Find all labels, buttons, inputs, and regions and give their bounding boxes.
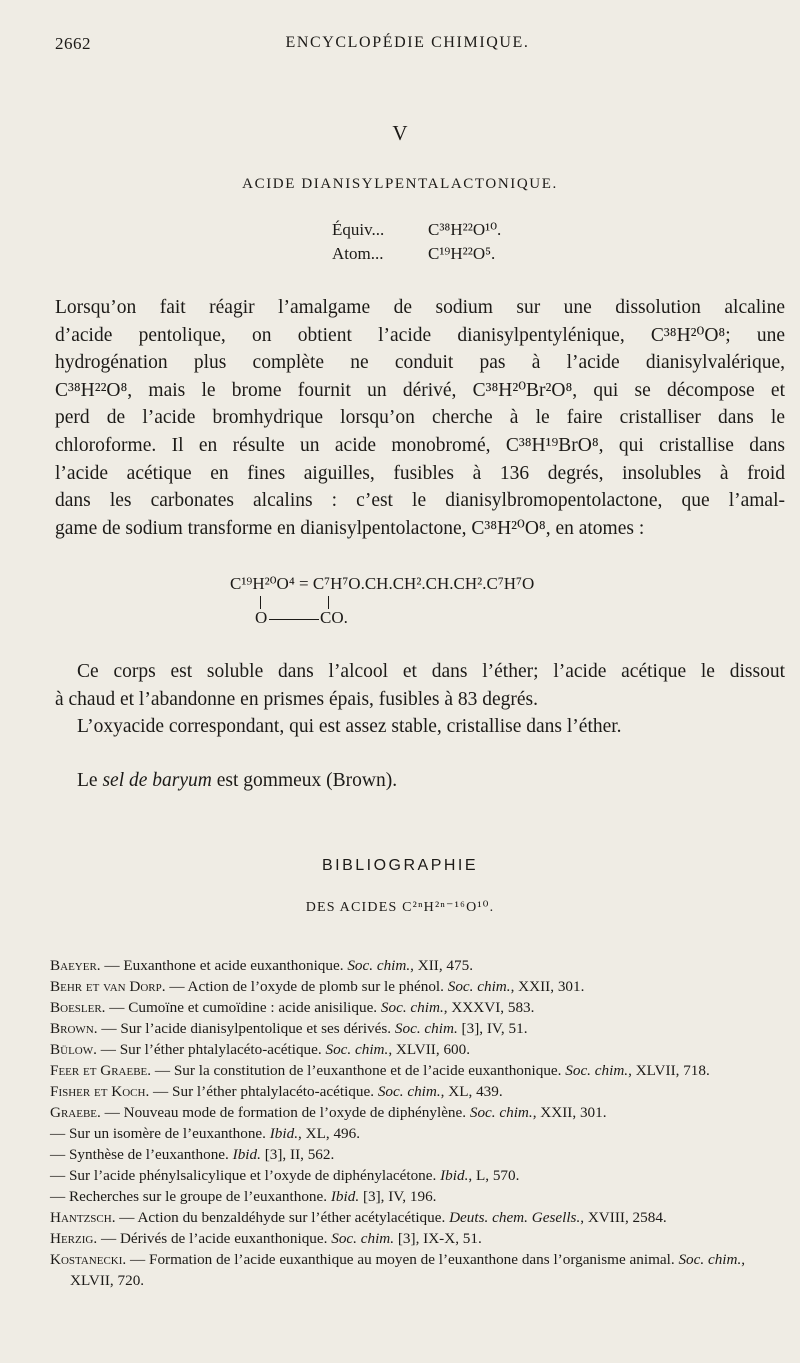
paragraph-3 bbox=[55, 767, 785, 795]
paragraph-line: à chaud et l’abandonne en prismes épais, fusibles à 83 degrés. bbox=[55, 688, 539, 710]
paragraph-line: dans les carbonates alcalins : c’est le dianisylbromopentolactone, que l’amal- bbox=[55, 490, 785, 512]
entry-author: Kostanecki. bbox=[50, 1251, 127, 1268]
entry-author: Feer et Graebe. bbox=[50, 1062, 152, 1079]
bibliography-entry bbox=[50, 1249, 790, 1291]
entry-author: Behr et van Dorp. bbox=[50, 978, 166, 995]
entry-text: — Sur un isomère de l’euxanthone. bbox=[50, 1125, 270, 1142]
bibliography-entry bbox=[50, 1039, 790, 1060]
bibliography-entry bbox=[50, 997, 790, 1018]
entry-journal: Soc. chim. bbox=[325, 1041, 389, 1058]
paragraph-line: L’oxyacide correspondant, qui est assez stable, cristallise dans l’éther. bbox=[77, 716, 622, 738]
entry-journal: Soc. chim. bbox=[331, 1230, 395, 1247]
paragraph-line: Lorsqu’on fait réagir l’amalgame de sodium sur une dissolution alcaline bbox=[55, 297, 785, 318]
bibliography-entry bbox=[50, 1102, 790, 1123]
entry-text: — Recherches sur le groupe de l’euxanthone. bbox=[50, 1188, 331, 1205]
entry-reference: [3], IV, 51. bbox=[457, 1020, 528, 1037]
entry-text: — Sur l’acide phénylsalicylique et l’oxyde de diphénylacétone. bbox=[50, 1167, 441, 1184]
entry-text: — Action de l’oxyde de plomb sur le phénol. bbox=[165, 978, 448, 995]
entry-author: Bülow. bbox=[50, 1041, 97, 1058]
running-head: ENCYCLOPÉDIE CHIMIQUE. bbox=[285, 34, 530, 51]
italic-term: sel de baryum bbox=[102, 770, 212, 791]
entry-journal: Soc. chim. bbox=[380, 999, 444, 1016]
entry-journal: Soc. chim. bbox=[347, 957, 411, 974]
entry-reference: , XL, 439. bbox=[440, 1083, 503, 1100]
entry-journal: Soc. chim. bbox=[565, 1062, 629, 1079]
paragraph-line: game de sodium transforme en dianisylpentolactone, C³⁸H²⁰O⁸, en atomes : bbox=[55, 517, 645, 539]
bibliography-entry bbox=[50, 955, 790, 976]
entry-reference: , L, 570. bbox=[468, 1167, 520, 1184]
entry-reference: , XLVII, 720. bbox=[70, 1251, 746, 1289]
entry-journal: Ibid. bbox=[330, 1188, 360, 1205]
bibliography-entry bbox=[50, 1123, 790, 1144]
entry-journal: Ibid. bbox=[440, 1167, 469, 1184]
entry-journal: Deuts. chem. Gesells. bbox=[449, 1209, 581, 1226]
bibliography-subtitle: DES ACIDES C²ⁿH²ⁿ⁻¹⁶O¹⁰. bbox=[305, 900, 495, 915]
entry-author: Brown. bbox=[50, 1020, 98, 1037]
paragraph-1 bbox=[55, 294, 785, 542]
page-header bbox=[55, 34, 760, 58]
bibliography-entry bbox=[50, 1228, 790, 1249]
structural-equation: C¹⁹H²⁰O⁴ = C⁷H⁷O.CH.CH².CH.CH².C⁷H⁷O bbox=[230, 574, 535, 593]
entry-journal: Soc. chim. bbox=[678, 1251, 742, 1268]
bibliography-entry bbox=[50, 1207, 790, 1228]
ring-oxygen: O bbox=[255, 608, 268, 627]
section-number: V bbox=[392, 121, 408, 145]
equiv-row bbox=[332, 218, 501, 242]
entry-text: — Sur l’acide dianisylpentolique et ses dérivés. bbox=[97, 1020, 395, 1037]
paragraph-line: d’acide pentolique, on obtient l’acide dianisylpentylénique, C³⁸H²⁰O⁸; une bbox=[55, 324, 785, 346]
entry-journal: Ibid. bbox=[269, 1125, 299, 1142]
entry-text: — Sur l’éther phtalylacéto-acétique. bbox=[149, 1083, 378, 1100]
bibliography-entry bbox=[50, 976, 790, 997]
paragraph-line: C³⁸H²²O⁸, mais le brome fournit un dérivé, C³⁸H²⁰Br²O⁸, qui se décompose et bbox=[55, 379, 785, 401]
entry-text: — Nouveau mode de formation de l’oxyde de diphénylène. bbox=[100, 1104, 470, 1121]
ring-bond-horizontal bbox=[269, 619, 319, 620]
bibliography-entry bbox=[50, 1186, 790, 1207]
bibliography-entry bbox=[50, 1144, 790, 1165]
bibliography-entry bbox=[50, 1018, 790, 1039]
formula-block bbox=[332, 218, 501, 266]
entry-reference: , XXII, 301. bbox=[532, 1104, 607, 1121]
entry-reference: [3], IX-X, 51. bbox=[394, 1230, 482, 1247]
equiv-label: Équiv... bbox=[332, 220, 385, 239]
page-number: 2662 bbox=[55, 34, 91, 53]
paragraph-line bbox=[55, 767, 785, 795]
entry-journal: Soc. chim. bbox=[377, 1083, 441, 1100]
atom-label: Atom... bbox=[332, 244, 384, 263]
paragraph-2 bbox=[55, 658, 785, 741]
entry-text: — Dérivés de l’acide euxanthonique. bbox=[97, 1230, 332, 1247]
entry-reference: , XII, 475. bbox=[410, 957, 474, 974]
atom-row bbox=[332, 242, 501, 266]
entry-text: — Cumoïne et cumoïdine : acide anisilique. bbox=[105, 999, 381, 1016]
paragraph-line: l’acide acétique en fines aiguilles, fusibles à 136 degrés, insolubles à froid bbox=[55, 462, 785, 484]
entry-reference: [3], IV, 196. bbox=[359, 1188, 437, 1205]
entry-author: Boesler. bbox=[50, 999, 106, 1016]
atom-value: C¹⁹H²²O⁵. bbox=[428, 244, 496, 263]
entry-author: Herzig. bbox=[50, 1230, 98, 1247]
entry-reference: , XLVII, 718. bbox=[628, 1062, 710, 1079]
entry-reference: , XLVII, 600. bbox=[388, 1041, 471, 1058]
entry-journal: Soc. chim. bbox=[394, 1020, 458, 1037]
entry-reference: , XXII, 301. bbox=[510, 978, 585, 995]
bibliography-entry bbox=[50, 1081, 790, 1102]
entry-reference: , XVIII, 2584. bbox=[580, 1209, 667, 1226]
entry-text: — Synthèse de l’euxanthone. bbox=[50, 1146, 233, 1163]
ring-carbonyl: CO. bbox=[320, 608, 348, 627]
entry-journal: Soc. chim. bbox=[469, 1104, 533, 1121]
entry-text: — Sur l’éther phtalylacéto-acétique. bbox=[96, 1041, 326, 1058]
text-suffix: est gommeux (Brown). bbox=[211, 770, 398, 791]
entry-text: — Formation de l’acide euxanthique au moyen de l’euxanthone dans l’organisme animal. bbox=[126, 1251, 679, 1268]
bibliography-entry bbox=[50, 1060, 790, 1081]
section-title: ACIDE DIANISYLPENTALACTONIQUE. bbox=[242, 176, 558, 192]
bibliography-entry bbox=[50, 1165, 790, 1186]
entry-author: Graebe. bbox=[50, 1104, 101, 1121]
bibliography-list bbox=[50, 955, 790, 1291]
entry-text: — Sur la constitution de l’euxanthone et de l’acide euxanthonique. bbox=[151, 1062, 566, 1079]
equiv-value: C³⁸H²²O¹⁰. bbox=[428, 220, 502, 239]
paragraph-line: hydrogénation plus complète ne conduit pas à l’acide dianisylvalérique, bbox=[55, 352, 785, 374]
entry-text: — Action du benzaldéhyde sur l’éther acétylacétique. bbox=[115, 1209, 450, 1226]
text-prefix: Le bbox=[77, 770, 103, 791]
paragraph-line: Ce corps est soluble dans l’alcool et dans l’éther; l’acide acétique le dissout bbox=[77, 661, 785, 682]
entry-journal: Soc. chim. bbox=[447, 978, 511, 995]
paragraph-line: perd de l’acide bromhydrique lorsqu’on cherche à le faire cristalliser dans le bbox=[55, 407, 785, 429]
entry-author: Fisher et Koch. bbox=[50, 1083, 150, 1100]
entry-reference: , XXXVI, 583. bbox=[443, 999, 535, 1016]
entry-text: — Euxanthone et acide euxanthonique. bbox=[100, 957, 348, 974]
entry-author: Hantzsch. bbox=[50, 1209, 116, 1226]
entry-reference: , XL, 496. bbox=[298, 1125, 361, 1142]
lactone-ring bbox=[255, 596, 375, 630]
entry-journal: Ibid. bbox=[232, 1146, 261, 1163]
paragraph-line: chloroforme. Il en résulte un acide monobromé, C³⁸H¹⁹BrO⁸, qui cristallise dans bbox=[55, 434, 785, 456]
bibliography-title: BIBLIOGRAPHIE bbox=[321, 857, 479, 874]
entry-reference: [3], II, 562. bbox=[260, 1146, 335, 1163]
entry-author: Baeyer. bbox=[50, 957, 101, 974]
